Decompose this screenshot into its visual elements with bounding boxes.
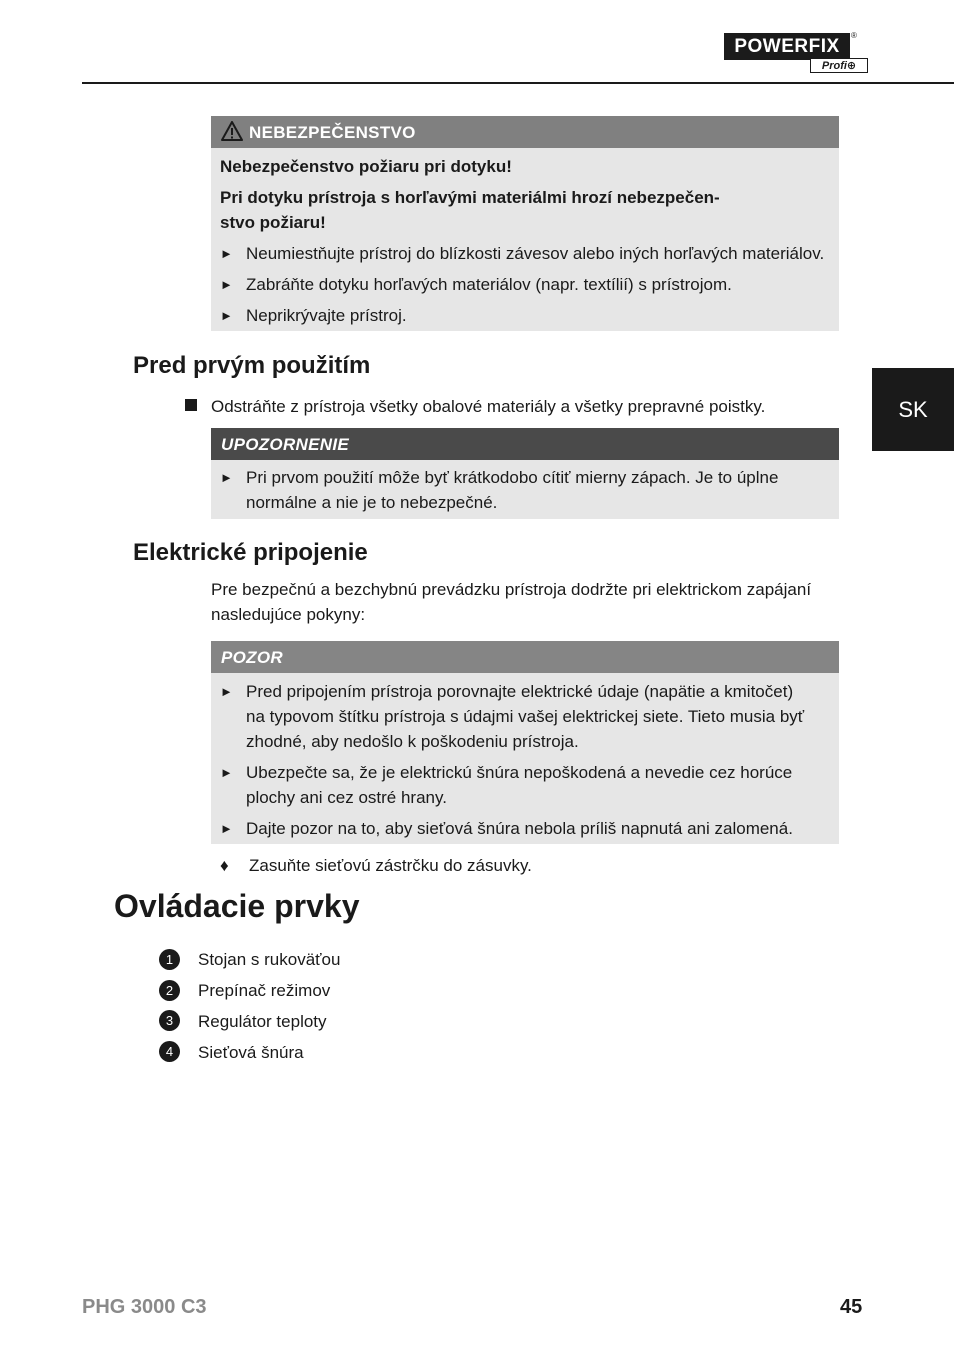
arrow-bullet-icon: ► [220, 765, 233, 780]
notice-box-body [211, 460, 839, 515]
caution-item-line: Dajte pozor na to, aby sieťová šnúra nebola príliš napnutá ani zalomená. [246, 819, 793, 838]
electric-intro [211, 577, 811, 627]
section-heading-first-use: Pred prvým použitím [133, 352, 371, 379]
language-tab: SK [872, 368, 954, 451]
notice-item-line-2: normálne a nie je to nebezpečné. [246, 493, 498, 512]
arrow-bullet-icon: ► [220, 470, 233, 485]
arrow-bullet-icon: ► [220, 684, 233, 699]
control-number-1: 1 [159, 949, 180, 970]
control-number-2: 2 [159, 980, 180, 1001]
danger-item [220, 241, 829, 266]
danger-box-title: NEBEZPEČENSTVO [249, 123, 416, 142]
control-number-3: 3 [159, 1010, 180, 1031]
danger-item-text: Neprikrývajte prístroj. [246, 306, 407, 325]
caution-item [220, 816, 829, 841]
control-label-3: Regulátor teploty [198, 1012, 327, 1031]
arrow-bullet-icon: ► [220, 246, 233, 261]
control-label-4: Sieťová šnúra [198, 1043, 304, 1062]
brand-subname: Profi⊕ [810, 58, 868, 73]
control-label-1: Stojan s rukoväťou [198, 950, 341, 969]
brand-logo [724, 33, 870, 77]
danger-item [220, 272, 829, 297]
caution-item-line: Pred pripojením prístroja porovnajte elektrické údaje (napätie a kmitočet) [246, 682, 794, 701]
notice-box-header: UPOZORNENIE [211, 428, 839, 460]
caution-box-header: POZOR [211, 641, 839, 673]
arrow-bullet-icon: ► [220, 277, 233, 292]
caution-item [220, 760, 829, 810]
header-rule [82, 82, 954, 84]
danger-headline: Nebezpečenstvo požiaru pri dotyku! [220, 157, 512, 176]
danger-box-header [211, 116, 839, 148]
caution-item-line: plochy ani cez ostré hrany. [246, 788, 447, 807]
diamond-bullet-icon: ♦ [220, 856, 229, 875]
danger-item-text: Neumiestňujte prístroj do blízkosti závesov alebo iných horľavých materiálov. [246, 244, 825, 263]
caution-item-line: zhodné, aby nedošlo k poškodeniu prístroja. [246, 732, 579, 751]
danger-detail-line-1: Pri dotyku prístroja s horľavými materiálmi hrozí nebezpečen- [220, 188, 720, 207]
caution-item-line: na typovom štítku prístroja s údajmi vašej elektrickej siete. Tieto musia byť [246, 707, 805, 726]
control-number-4: 4 [159, 1041, 180, 1062]
square-bullet-icon [185, 399, 197, 411]
first-use-instruction: Odstráňte z prístroja všetky obalové materiály a všetky prepravné poistky. [211, 397, 766, 416]
danger-item-text: Zabráňte dotyku horľavých materiálov (napr. textílií) s prístrojom. [246, 275, 732, 294]
caution-box [211, 641, 839, 844]
plug-step-text: Zasuňte sieťovú zástrčku do zásuvky. [249, 856, 532, 875]
footer-model: PHG 3000 C3 [82, 1296, 207, 1318]
notice-box [211, 428, 839, 519]
danger-box-body [211, 148, 839, 328]
warning-triangle-icon [221, 121, 243, 141]
notice-item [220, 465, 829, 515]
control-label-2: Prepínač režimov [198, 981, 331, 1000]
arrow-bullet-icon: ► [220, 821, 233, 836]
brand-name: POWERFIX [724, 33, 850, 60]
caution-box-body [211, 673, 839, 841]
section-heading-controls: Ovládacie prvky [114, 888, 360, 924]
caution-item [220, 679, 829, 754]
arrow-bullet-icon: ► [220, 308, 233, 323]
electric-intro-line-2: nasledujúce pokyny: [211, 605, 366, 624]
notice-item-line-1: Pri prvom použití môže byť krátkodobo cítiť mierny zápach. Je to úplne [246, 468, 779, 487]
danger-detail-line-2: stvo požiaru! [220, 213, 326, 232]
footer-page-number: 45 [840, 1296, 863, 1318]
danger-box [211, 116, 839, 331]
electric-intro-line-1: Pre bezpečnú a bezchybnú prevádzku prístroja dodržte pri elektrickom zapájaní [211, 580, 812, 599]
brand-registered-mark: ® [851, 31, 857, 40]
section-heading-electric: Elektrické pripojenie [133, 539, 368, 566]
danger-item [220, 303, 829, 328]
caution-item-line: Ubezpečte sa, že je elektrickú šnúra nepoškodená a nevedie cez horúce [246, 763, 793, 782]
